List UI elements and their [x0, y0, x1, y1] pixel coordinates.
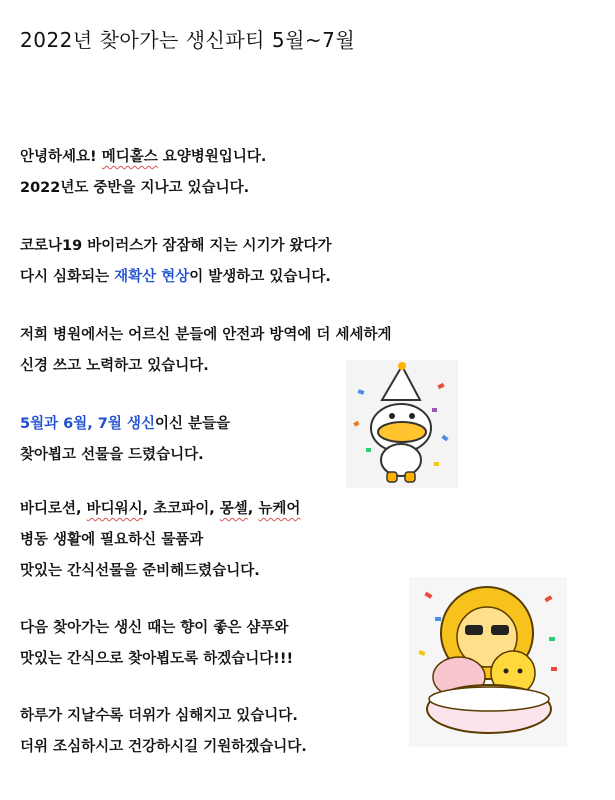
resurgence-highlight: 재확산 현상	[114, 269, 190, 285]
next-visit-paragraph	[20, 613, 293, 675]
greeting-text: 안녕하세요!	[20, 149, 102, 165]
gift-lotion: 바디로션,	[20, 501, 87, 517]
closing-line-1: 하루가 지날수록 더위가 심해지고 있습니다.	[20, 708, 298, 724]
year-line: 2022년도 중반을 지나고 있습니다.	[20, 180, 250, 196]
next-visit-line-1: 다음 찾아가는 생신 때는 향이 좋은 샴푸와	[20, 620, 289, 636]
birthday-paragraph	[20, 409, 230, 471]
covid-line-2-start: 다시 심화되는	[20, 269, 115, 285]
gift-bodywash: 바디워시	[86, 501, 143, 517]
gifts-line-3: 맛있는 간식선물을 준비해드렸습니다.	[20, 563, 260, 579]
closing-line-2: 더위 조심하시고 건강하시길 기원하겠습니다.	[20, 739, 307, 755]
greeting-text-end: 요양병원입니다.	[157, 149, 267, 165]
birthday-cake-lion-sticker	[409, 577, 567, 747]
cake-illustration	[409, 577, 567, 747]
gifts-line-2: 병동 생활에 필요하신 물품과	[20, 532, 204, 548]
care-paragraph	[20, 320, 392, 382]
hospital-name: 메디홀스	[101, 149, 158, 165]
duck-illustration	[346, 360, 458, 488]
care-line-2: 신경 쓰고 노력하고 있습니다.	[20, 358, 209, 374]
gift-separator: ,	[247, 501, 259, 517]
gift-newcare: 뉴케어	[258, 501, 301, 517]
birthday-months-highlight: 5월과 6월, 7월 생신	[20, 416, 155, 432]
covid-paragraph	[20, 231, 332, 293]
birthday-line-1-end: 이신 분들을	[154, 416, 231, 432]
next-visit-line-2: 맛있는 간식으로 찾아뵙도록 하겠습니다!!!	[20, 651, 294, 667]
gifts-paragraph	[20, 494, 300, 587]
party-duck-sticker	[346, 360, 458, 488]
covid-line-2-end: 이 발생하고 있습니다.	[189, 269, 331, 285]
page-title: 2022년 찾아가는 생신파티 5월~7월	[20, 28, 356, 52]
gift-chocopie: , 초코파이,	[142, 501, 220, 517]
greeting-paragraph	[20, 142, 266, 204]
birthday-line-2: 찾아뵙고 선물을 드렸습니다.	[20, 447, 204, 463]
closing-paragraph	[20, 701, 307, 763]
covid-line-1: 코로나19 바이러스가 잠잠해 지는 시기가 왔다가	[20, 238, 332, 254]
gift-moncher: 몽셀	[219, 501, 248, 517]
care-line-1: 저희 병원에서는 어르신 분들에 안전과 방역에 더 세세하게	[20, 327, 392, 343]
